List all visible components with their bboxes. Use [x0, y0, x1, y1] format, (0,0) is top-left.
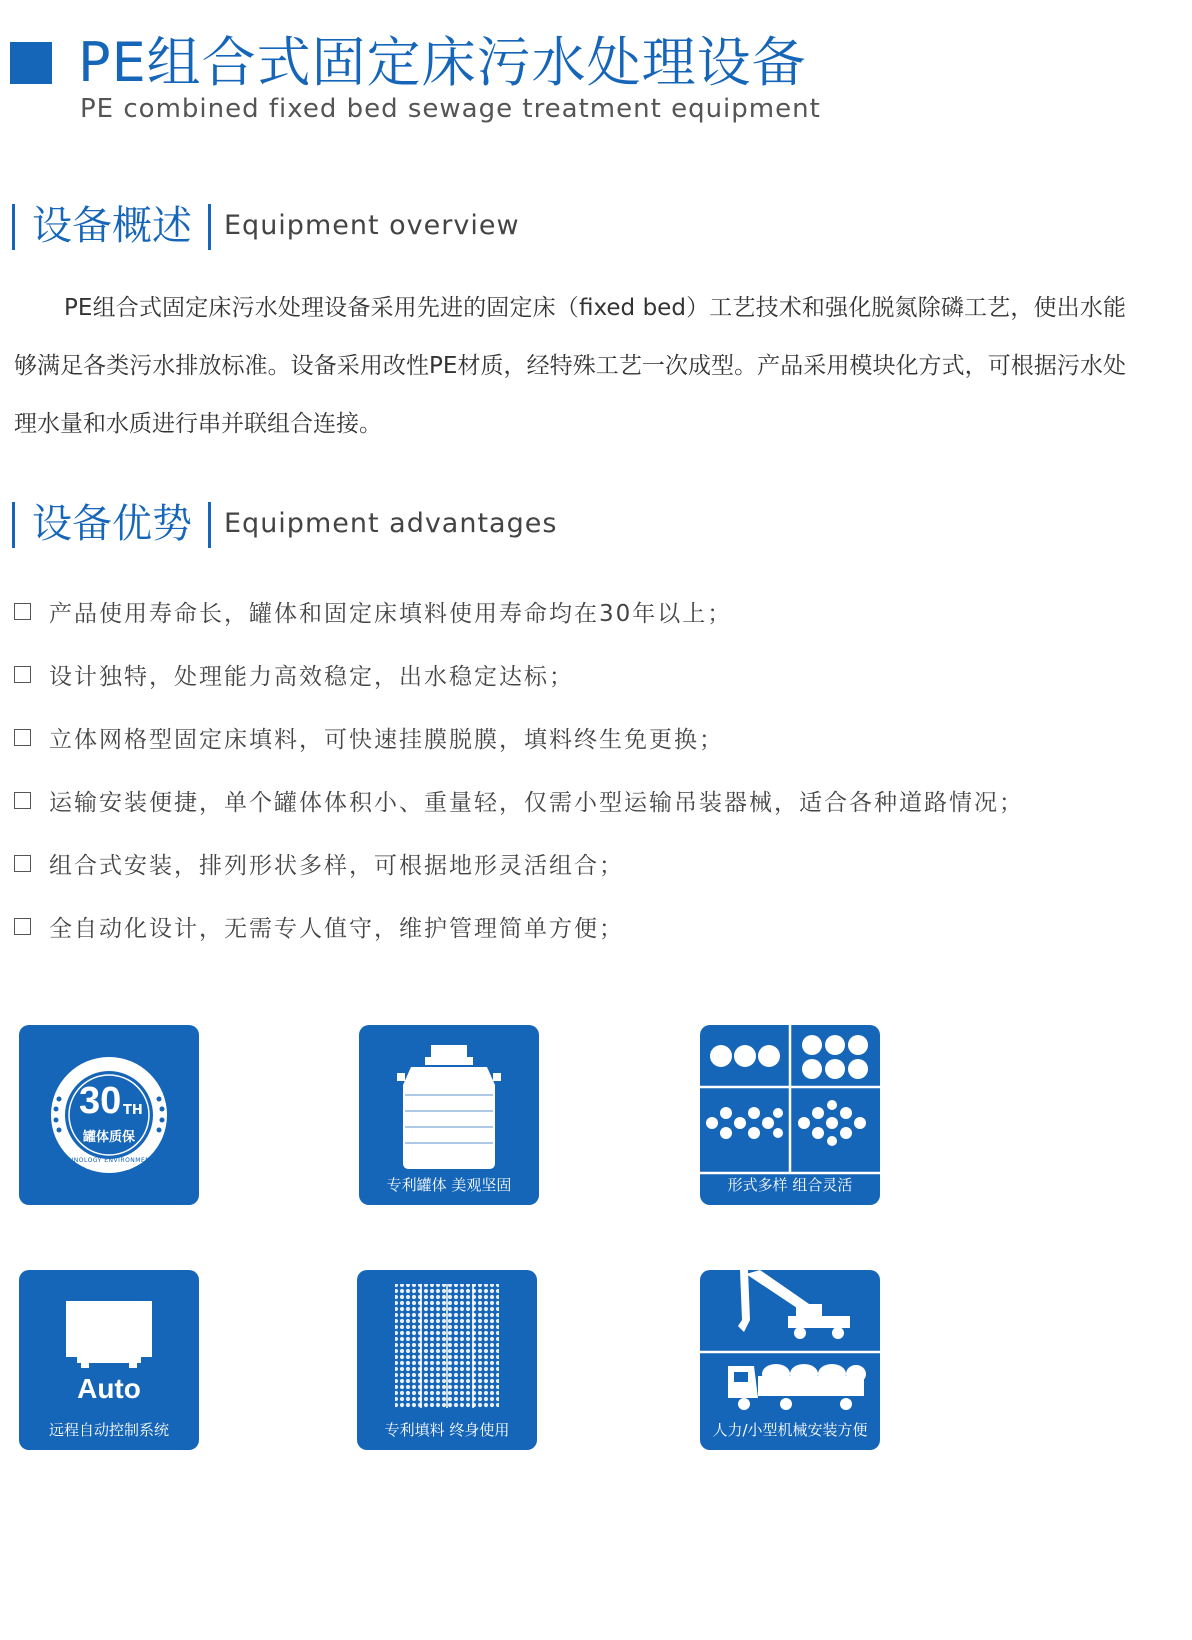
tile-filler [357, 1270, 537, 1450]
checkbox-icon [14, 666, 31, 683]
badge-text: 罐体质保 [82, 1130, 135, 1145]
list-item-text: 全自动化设计，无需专人值守，维护管理简单方便； [49, 916, 624, 942]
list-item [14, 706, 1154, 769]
list-item [14, 895, 1154, 958]
advantages-heading-cn: 设备优势 [32, 501, 192, 547]
page-title: PE组合式固定床污水处理设备 [78, 31, 807, 94]
title-marker [10, 42, 52, 84]
tile-installation [700, 1270, 880, 1450]
tile-combination [700, 1025, 880, 1205]
tile-auto-control [19, 1270, 199, 1450]
heading-divider [208, 204, 211, 250]
advantages-heading-en: Equipment advantages [224, 508, 558, 539]
badge-number: 30 [79, 1080, 122, 1122]
checkbox-icon [14, 855, 31, 872]
auto-text: Auto [77, 1373, 141, 1404]
page-subtitle: PE combined fixed bed sewage treatment equipment [80, 94, 821, 124]
tile-label: 专利填料 终身使用 [384, 1421, 510, 1439]
overview-text: PE组合式固定床污水处理设备采用先进的固定床（fixed bed）工艺技术和强化脱氮除磷工艺，使出水能够满足各类污水排放标准。设备采用改性PE材质，经特殊工艺一次成型。产品采用模块化方式，可根据污水处理水量和水质进行串并联组合连接。 [14, 295, 1126, 437]
list-item-text: 运输安装便捷，单个罐体体积小、重量轻，仅需小型运输吊装器械，适合各种道路情况； [49, 790, 1024, 816]
tile-warranty [19, 1025, 199, 1205]
heading-bar [12, 204, 15, 250]
heading-bar [12, 502, 15, 548]
overview-heading-en: Equipment overview [224, 210, 520, 241]
advantages-list [14, 580, 1154, 958]
tile-label: 专利罐体 美观坚固 [386, 1176, 512, 1194]
list-item-text: 组合式安装，排列形状多样，可根据地形灵活组合； [49, 853, 624, 879]
checkbox-icon [14, 729, 31, 746]
list-item-text: 设计独特，处理能力高效稳定，出水稳定达标； [49, 664, 574, 690]
list-item [14, 643, 1154, 706]
list-item-text: 产品使用寿命长，罐体和固定床填料使用寿命均在30年以上； [49, 601, 733, 627]
checkbox-icon [14, 918, 31, 935]
checkbox-icon [14, 603, 31, 620]
heading-divider [208, 502, 211, 548]
tile-label: 远程自动控制系统 [48, 1421, 169, 1439]
list-item [14, 580, 1154, 643]
list-item [14, 769, 1154, 832]
tile-label: 人力/小型机械安装方便 [712, 1421, 868, 1439]
badge-ring-text: TECHNOLOGY ENVIRONMENTAL [55, 1157, 163, 1164]
list-item [14, 832, 1154, 895]
overview-heading-cn: 设备概述 [32, 203, 192, 249]
list-item-text: 立体网格型固定床填料，可快速挂膜脱膜，填料终生免更换； [49, 727, 724, 753]
badge-suffix: TH [123, 1103, 143, 1118]
tile-label: 形式多样 组合灵活 [727, 1176, 853, 1194]
tile-tank [359, 1025, 539, 1205]
checkbox-icon [14, 792, 31, 809]
